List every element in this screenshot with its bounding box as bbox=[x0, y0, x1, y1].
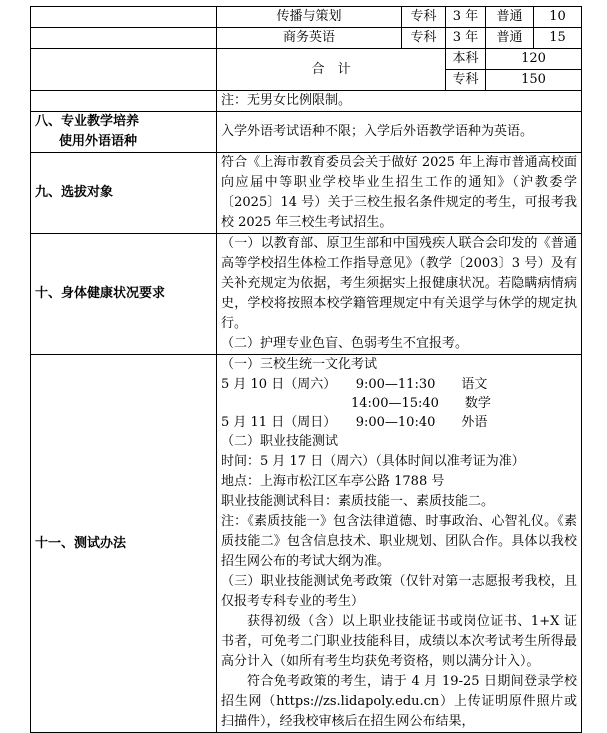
section-heading bbox=[31, 112, 217, 153]
table-row bbox=[31, 91, 582, 112]
table-row bbox=[31, 28, 582, 49]
total-label: 合 计 bbox=[217, 49, 446, 91]
table-row bbox=[31, 7, 582, 28]
section-heading-line: 使用外语语种 bbox=[59, 134, 138, 149]
paragraph: 符合免考政策的考生，请于 4 月 19-25 日期间登录学校招生网（https://zs.lidapoly.edu.cn）上传证明原件照片或扫描件），经我校审核后在招生网公布结果， bbox=[221, 674, 577, 729]
test-subjects: 职业技能测试科目：素质技能一、素质技能二。 bbox=[221, 494, 495, 509]
program-level: 专科 bbox=[402, 28, 446, 49]
section-row bbox=[31, 355, 582, 733]
test-note: 注：《素质技能一》包含法律道德、时事政治、心智礼仪。《素质技能二》包含信息技术、职业规划、团队合作。具体以我校招生网公布的考试大纲为准。 bbox=[221, 514, 577, 569]
subsection-title: （二）职业技能测试 bbox=[221, 434, 339, 449]
program-name: 商务英语 bbox=[217, 28, 402, 49]
total-level: 本科 bbox=[446, 49, 486, 70]
blank-cell bbox=[31, 91, 217, 112]
program-years: 3 年 bbox=[446, 28, 486, 49]
section-text: 入学外语考试语种不限；入学后外语教学语种为英语。 bbox=[217, 112, 582, 153]
note-text: 注：无男女比例限制。 bbox=[217, 91, 582, 112]
section-row bbox=[31, 234, 582, 355]
section-row bbox=[31, 112, 582, 153]
subsection-title: （一）三校生统一文化考试 bbox=[221, 357, 378, 372]
exam-schedule-row: 5 月 11 日（周日） 9:00—10:40 外语 bbox=[221, 415, 488, 430]
test-place: 地点：上海市松江区车亭公路 1788 号 bbox=[221, 474, 445, 489]
blank-cell bbox=[31, 49, 217, 91]
section-heading-line: 八、专业教学培养 bbox=[35, 114, 140, 129]
program-type: 普通 bbox=[486, 7, 534, 28]
paragraph: 获得初级（含）以上职业技能证书或岗位证书、1+X 证书者，可免考二门职业技能科目，成绩以本次考试考生所得最高分计入（如所有考生均获免考资格，则以满分计入）。 bbox=[221, 614, 577, 669]
program-level: 专科 bbox=[402, 7, 446, 28]
total-level: 专科 bbox=[446, 70, 486, 91]
admission-table bbox=[30, 6, 582, 733]
section-text: 符合《上海市教育委员会关于做好 2025 年上海市普通高校面向应届中等职业学校毕业生招生工作的通知》（沪教委学〔2025〕14 号）关于三校生报名条件规定的考生，可报考我校 2025 年三校生考试招生。 bbox=[217, 153, 582, 234]
test-time: 时间：5 月 17 日（周六）（具体时间以准考证为准） bbox=[221, 454, 525, 469]
section-row bbox=[31, 153, 582, 234]
subsection-title: （三）职业技能测试免考政策（仅针对第一志愿报考我校，且仅报考专科专业的考生） bbox=[221, 574, 577, 609]
section-heading: 十一、测试办法 bbox=[31, 355, 217, 733]
paragraph: （一）以教育部、原卫生部和中国残疾人联合会印发的《普通高等学校招生体检工作指导意见》（教学〔2003〕3 号）及有关补充规定为依据，考生须据实上报健康状况。若隐瞒病情病史，学校将按照本校学籍管理规定中有关退学与休学的规定执行。 bbox=[221, 236, 577, 331]
blank-cell bbox=[31, 7, 217, 28]
total-value: 150 bbox=[486, 70, 582, 91]
section-text bbox=[217, 355, 582, 733]
section-heading: 十、身体健康状况要求 bbox=[31, 234, 217, 355]
section-text bbox=[217, 234, 582, 355]
program-type: 普通 bbox=[486, 28, 534, 49]
program-quota: 10 bbox=[534, 7, 582, 28]
table-row bbox=[31, 49, 582, 70]
blank-cell bbox=[31, 28, 217, 49]
program-name: 传播与策划 bbox=[217, 7, 402, 28]
program-quota: 15 bbox=[534, 28, 582, 49]
exam-schedule-row: 5 月 10 日（周六） 9:00—11:30 语文 bbox=[221, 377, 488, 392]
total-value: 120 bbox=[486, 49, 582, 70]
paragraph: （二）护理专业色盲、色弱考生不宜报考。 bbox=[221, 336, 469, 351]
program-years: 3 年 bbox=[446, 7, 486, 28]
section-heading: 九、选拔对象 bbox=[31, 153, 217, 234]
exam-schedule-row: 14:00—15:40 数学 bbox=[221, 396, 491, 411]
